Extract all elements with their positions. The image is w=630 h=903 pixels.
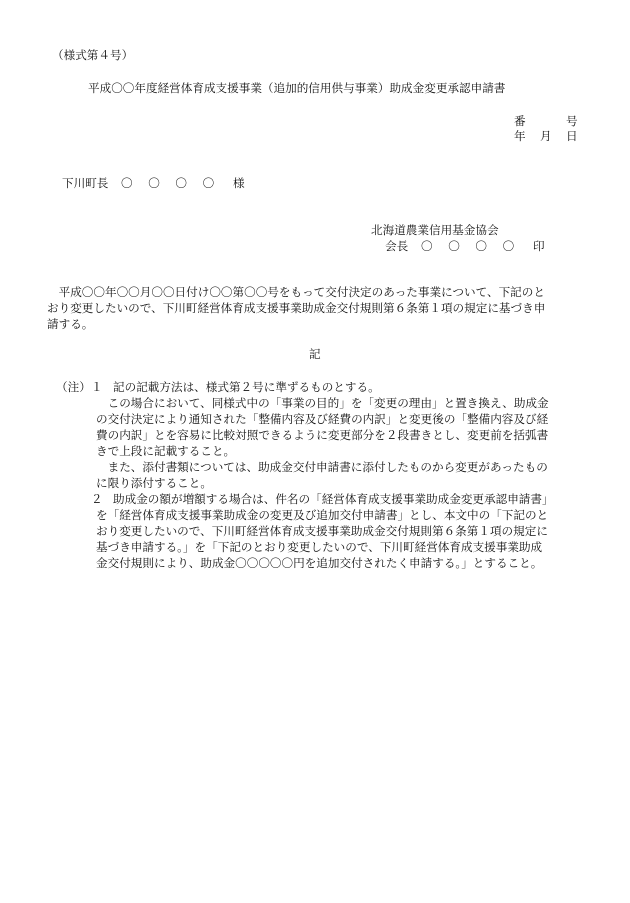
note-line: また、添付書類については、助成金交付申請書に添付したものから変更があったもの (96, 460, 548, 474)
note-line: きで上段に記載すること。 (96, 444, 236, 458)
addressee-honorific: 様 (233, 176, 245, 190)
note-2-number: ２ (91, 492, 103, 506)
sender-placeholder: 〇 〇 〇 〇 (421, 239, 517, 253)
sender-organization: 北海道農業信用基金協会 (371, 223, 499, 237)
sender-title: 会長 (385, 239, 409, 253)
document-title: 平成〇〇年度経営体育成支援事業（追加的信用供与事業）助成金変更承認申請書 (88, 81, 506, 95)
note-line: の交付決定により通知された「整備内容及び経費の内訳」と変更後の「整備内容及び経 (96, 412, 549, 426)
ki-heading: 記 (309, 347, 321, 361)
note-line: を「経営体育成支援事業助成金の変更及び追加交付申請書」とし、本文中の「下記のと (96, 508, 549, 522)
note-line: この場合において、同様式中の「事業の目的」を「変更の理由」と置き換え、助成金 (96, 396, 549, 410)
note-line: 基づき申請する。」を「下記のとおり変更したいので、下川町経営体育成支援事業助成 (96, 540, 543, 554)
note-line: おり変更したいので、下川町経営体育成支援事業助成金交付規則第６条第１項の規定に (96, 524, 548, 538)
note-2-body (96, 491, 554, 571)
note-line: に限り添付すること。 (96, 476, 212, 490)
note-1-first-line: 記の記載方法は、様式第２号に準ずるものとする。 (113, 380, 380, 394)
addressee-name: 下川町長 (62, 176, 109, 190)
date-month: 月 (540, 129, 552, 143)
body-line: 請する。 (47, 317, 94, 331)
body-paragraph (47, 284, 545, 332)
date-year: 年 (514, 129, 526, 143)
doc-number-suffix: 号 (566, 114, 578, 128)
seal-mark: 印 (533, 239, 545, 253)
body-line: おり変更したいので、下川町経営体育成支援事業助成金交付規則第６条第１項の規定に基づき申 (47, 301, 546, 315)
form-number: （様式第４号） (52, 48, 134, 62)
note-line: 金交付規則により、助成金〇〇〇〇〇円を追加交付されたく申請する。」とすること。 (96, 556, 543, 570)
note-line: 助成金の額が増額する場合は、件名の「経営体育成支援事業助成金変更承認申請書」 (113, 492, 554, 506)
doc-number-label: 番 (514, 114, 526, 128)
addressee-placeholder: 〇 〇 〇 〇 (121, 176, 217, 190)
notes-label: （注） (56, 380, 91, 394)
note-line: 費の内訳」とを容易に比較対照できるように変更部分を２段書きとし、変更前を括弧書 (96, 428, 549, 442)
body-line: 平成〇〇年〇〇月〇〇日付け〇〇第〇〇号をもって交付決定のあった事業について、下記のと (47, 285, 545, 299)
note-1-number: １ (91, 380, 103, 394)
note-1-body (96, 395, 549, 491)
date-day: 日 (566, 129, 578, 143)
